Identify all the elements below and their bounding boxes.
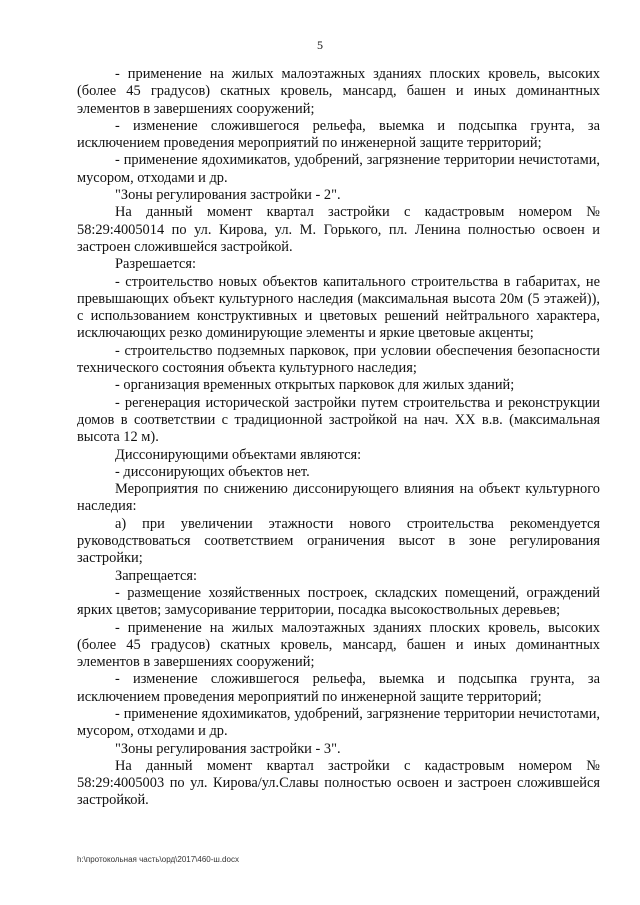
list-heading: Запрещается: [115,567,198,584]
paragraph: - строительство подземных парковок, при условии обеспечения безопасности технического состояния объекта культурного наследия; [77,342,600,377]
list-heading: Диссонирующими объектами являются: [115,446,362,463]
paragraph: - регенерация исторической застройки путем строительства и реконструкции домов в соответствии с традиционной застройкой на нач. XX в.в. (максимальная высота 12 м). [77,394,600,446]
section-heading: "Зоны регулирования застройки - 3". [115,740,341,757]
paragraph: На данный момент квартал застройки с кадастровым номером № 58:29:4005003 по ул. Кирова/ул.Славы полностью освоен и застроен сложившейся застройкой. [77,757,600,809]
paragraph: - применение ядохимикатов, удобрений, загрязнение территории нечистотами, мусором, отходами и др. [77,152,600,186]
paragraph: На данный момент квартал застройки с кадастровым номером № 58:29:4005014 по ул. Кирова, ул. М. Горького, пл. Ленина полностью освоен и застроен сложившейся застройкой. [77,204,600,255]
paragraph: - строительство новых объектов капитального строительства в габаритах, не превышающих объект культурного наследия (максимальная высота 20м (5 этажей)), с использованием конструктивных и цветовых решений нейтрального характера, исключающих резко доминирующие элементы и яркие цветовые акценты; [77,273,600,342]
section-heading: "Зоны регулирования застройки - 2". [115,187,341,204]
paragraph: - организация временных открытых парковок для жилых зданий; [115,377,515,394]
paragraph: - размещение хозяйственных построек, складских помещений, ограждений ярких цветов; замусоривание территории, посадка высокоствольных деревьев; [77,584,600,619]
paragraph: а) при увеличении этажности нового строительства рекомендуется руководствоваться соответствием ограничения высот в зоне регулирования застройки; [77,515,600,567]
paragraph: - применение ядохимикатов, удобрений, загрязнение территории нечистотами, мусором, отходами и др. [77,705,600,740]
paragraph: - изменение сложившегося рельефа, выемка и подсыпка грунта, за исключением проведения мероприятий по инженерной защите территорий; [77,117,600,152]
paragraph: Мероприятия по снижению диссонирующего влияния на объект культурного наследия: [77,481,600,515]
list-heading: Разрешается: [115,256,196,273]
paragraph: - применение на жилых малоэтажных зданиях плоских кровель, высоких (более 45 градусов) скатных кровель, мансард, башен и иных доминантных элементов в завершениях сооружений; [77,66,600,117]
footer-file-path: h:\протокольная часть\орд\2017\460-ш.docx [77,855,239,864]
paragraph: - диссонирующих объектов нет. [115,463,310,480]
paragraph: - применение на жилых малоэтажных зданиях плоских кровель, высоких (более 45 градусов) скатных кровель, мансард, башен и иных доминантных элементов в завершениях сооружений; [77,619,600,671]
page-number: 5 [317,38,323,52]
document-body [77,66,600,810]
paragraph: - изменение сложившегося рельефа, выемка и подсыпка грунта, за исключением проведения мероприятий по инженерной защите территорий; [77,671,600,705]
